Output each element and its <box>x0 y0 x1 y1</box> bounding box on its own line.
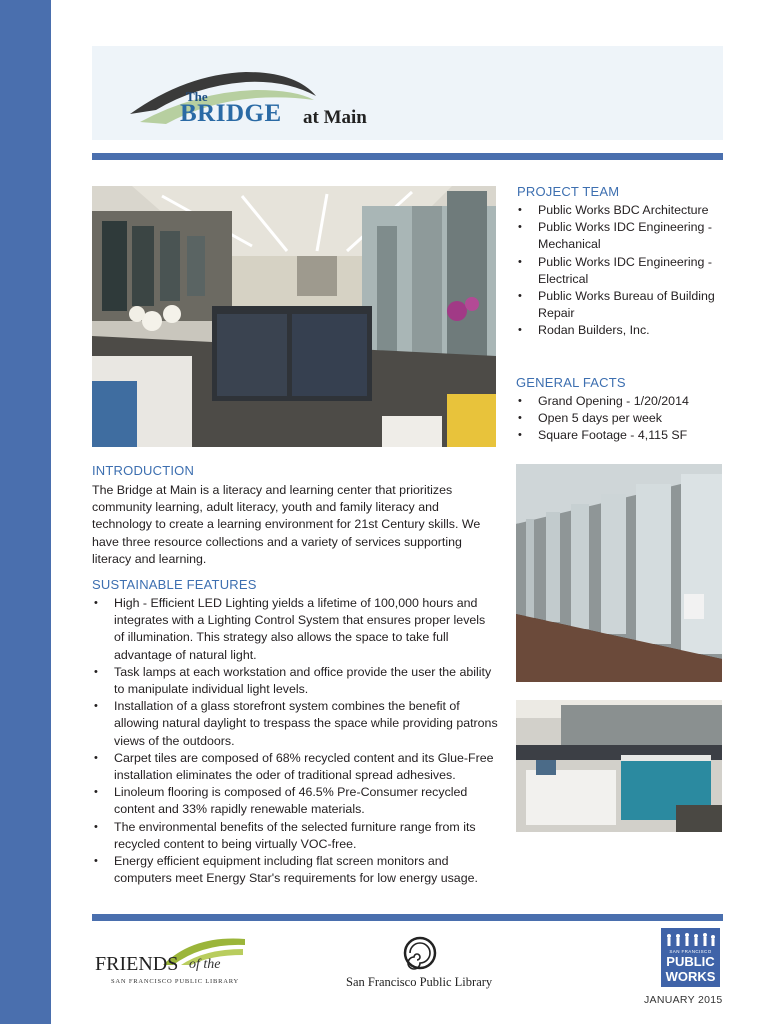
list-item: • High - Efficient LED Lighting yields a lifetime of 100,000 hours and integrates with a Lighting Control System that ensures proper levels of illumination. This strategy also allows the space to take full advantage of natural light. <box>92 595 498 664</box>
sfpl-name: San Francisco Public Library <box>346 975 493 989</box>
list-item: • The environmental benefits of the selected furniture range from its recycled content to being virtually VOC-free. <box>92 819 498 853</box>
list-item: • Carpet tiles are composed of 68% recycled content and its Glue-Free installation eliminates the oder of traditional spread adhesives. <box>92 750 498 784</box>
introduction-text: The Bridge at Main is a literacy and learning center that prioritizes community learning, adult literacy, youth and family literacy and technology to create a learning environment for 21st Century skills. We have three resource collections and a variety of services supporting literacy and learning. <box>92 483 481 566</box>
list-item: • Public Works Bureau of Building Repair <box>516 288 726 322</box>
friends-sfpl-logo <box>93 935 253 990</box>
nautilus-icon <box>400 935 440 971</box>
friends-of-the: of the <box>189 957 221 972</box>
list-item: • Energy efficient equipment including flat screen monitors and computers meet Energy Star's requirements for low energy usage. <box>92 853 498 887</box>
glass-storefront-photo <box>516 464 722 682</box>
list-item: • Rodan Builders, Inc. <box>516 322 726 339</box>
sfpl-logo <box>346 935 498 993</box>
project-team-list <box>516 202 726 340</box>
top-divider <box>92 153 723 160</box>
introduction-heading: INTRODUCTION <box>92 463 195 478</box>
publication-date: JANUARY 2015 <box>644 994 723 1006</box>
workers-silhouette-icon <box>661 931 720 949</box>
general-facts-list <box>516 393 726 445</box>
interior-photo-main <box>92 186 496 447</box>
left-sidebar-bar <box>0 0 51 1024</box>
pw-small-text: SAN FRANCISCO <box>669 949 712 954</box>
header-banner <box>92 46 723 140</box>
list-item: • Installation of a glass storefront system combines the benefit of allowing natural daylight to trespass the space while providing patrons views of the outdoors. <box>92 698 498 750</box>
pw-works-text: WORKS <box>665 969 716 984</box>
sustainable-features-heading: SUSTAINABLE FEATURES <box>92 577 257 592</box>
friends-word: FRIENDS <box>95 953 179 975</box>
public-works-logo <box>661 928 720 987</box>
list-item: • Public Works BDC Architecture <box>516 202 726 219</box>
logo-bridge-text: BRIDGE <box>180 100 282 127</box>
general-facts-heading: GENERAL FACTS <box>516 375 626 390</box>
list-item: • Open 5 days per week <box>516 410 726 427</box>
list-item: • Public Works IDC Engineering - Electrical <box>516 254 726 288</box>
logo-at-main-text: at Main <box>303 107 367 128</box>
list-item: • Square Footage - 4,115 SF <box>516 427 726 444</box>
bottom-divider <box>92 914 723 921</box>
friends-subtitle: SAN FRANCISCO PUBLIC LIBRARY <box>111 978 240 985</box>
sustainable-features-list <box>92 595 498 887</box>
list-item: • Grand Opening - 1/20/2014 <box>516 393 726 410</box>
list-item: • Task lamps at each workstation and office provide the user the ability to manipulate individual light levels. <box>92 664 498 698</box>
list-item: • Linoleum flooring is composed of 46.5% Pre-Consumer recycled content and 33% rapidly renewable materials. <box>92 784 498 818</box>
list-item: • Public Works IDC Engineering - Mechanical <box>516 219 726 253</box>
pw-public-text: PUBLIC <box>666 954 715 969</box>
logo-the-text: The <box>186 89 208 104</box>
service-desk-photo <box>516 700 722 832</box>
project-team-heading: PROJECT TEAM <box>517 184 620 199</box>
